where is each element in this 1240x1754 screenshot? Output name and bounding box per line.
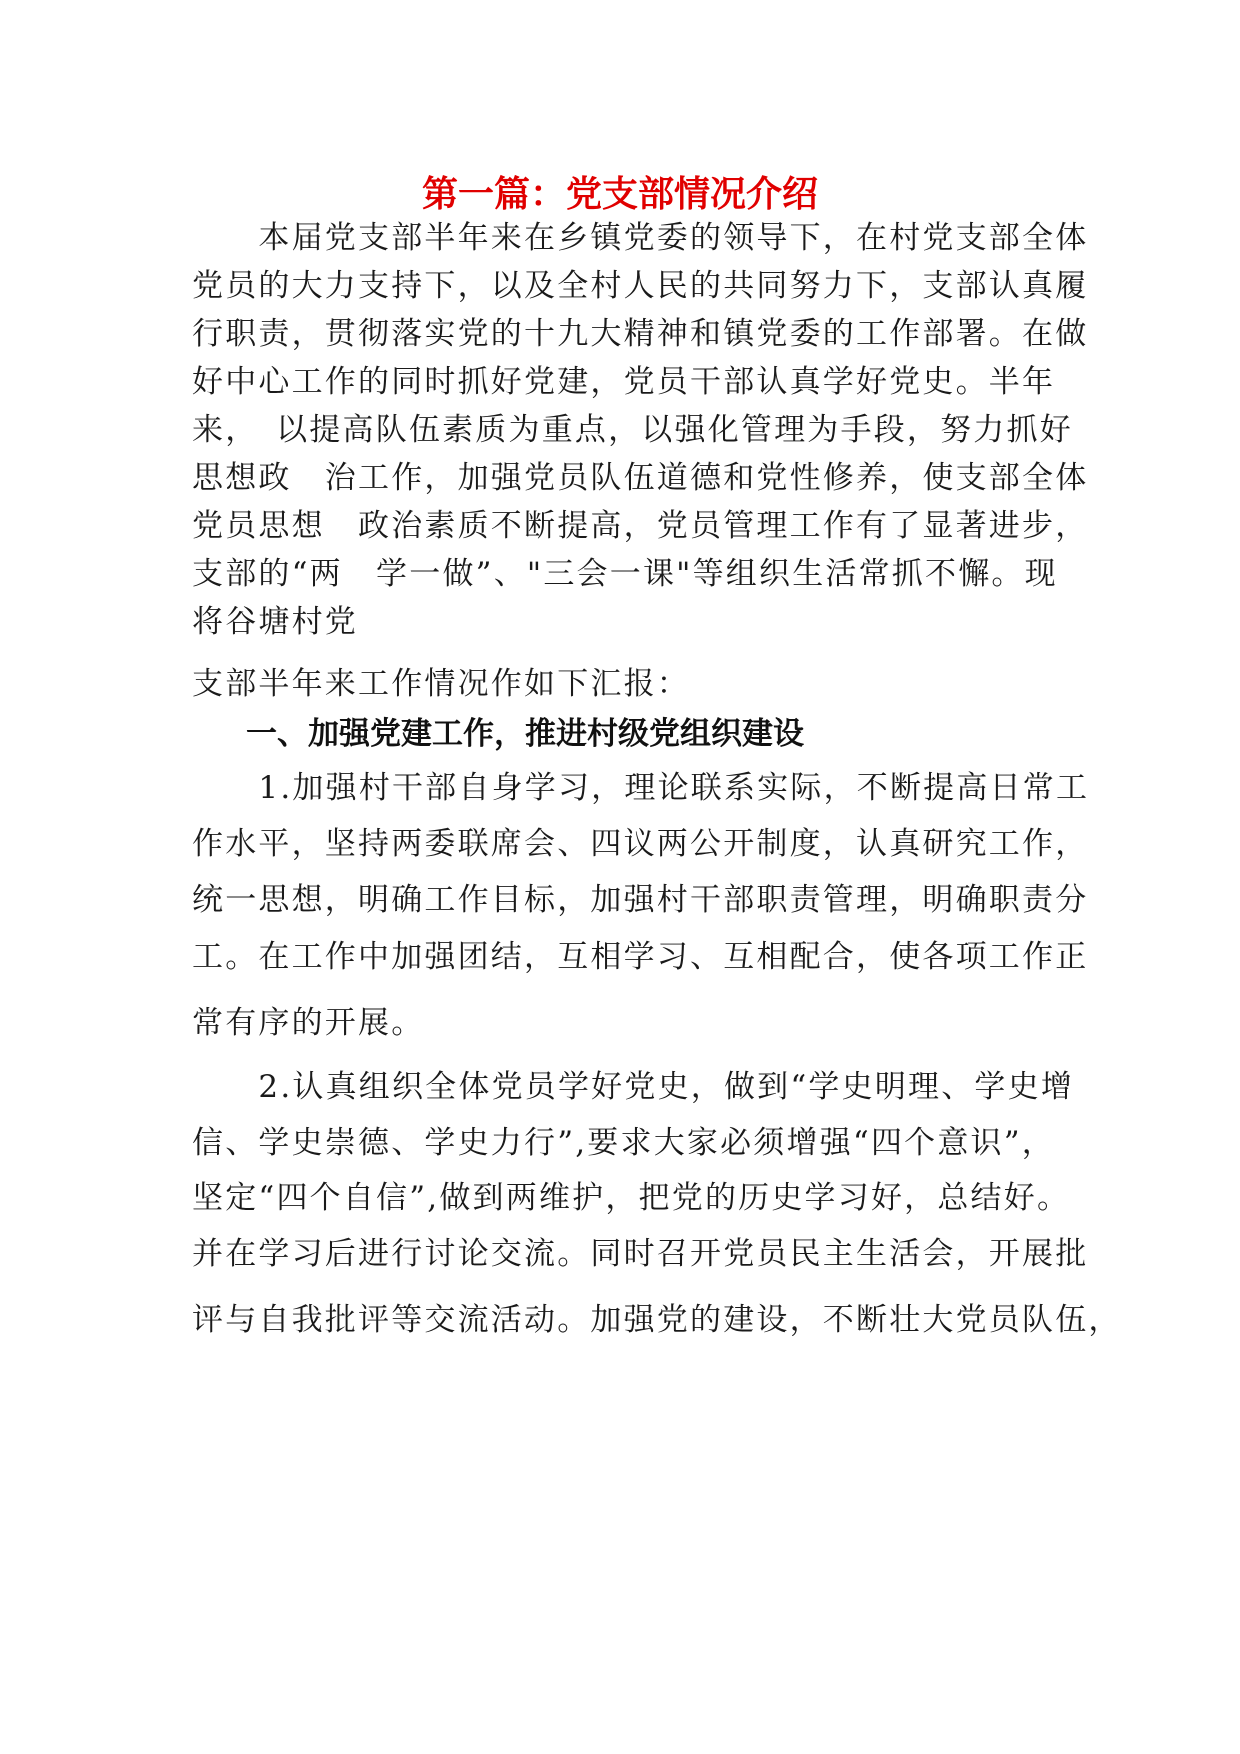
paragraph-line: 党员思想 政治素质不断提高，党员管理工作有了显著进步， [192,508,1089,544]
paragraph-line: 将谷塘村党 [192,604,358,640]
paragraph-line: 评与自我批评等交流活动。加强党的建设，不断壮大党员队伍， [192,1302,1122,1338]
paragraph-line: 信、学史崇德、学史力行”,要求大家必须增强“四个意识”， [192,1125,1055,1161]
paragraph-line: 并在学习后进行讨论交流。同时召开党员民主生活会，开展批 [192,1236,1089,1272]
paragraph-line: 2.认真组织全体党员学好党史，做到“学史明理、学史增 [192,1069,1075,1105]
paragraph-line: 党员的大力支持下，以及全村人民的共同努力下，支部认真履 [192,268,1089,304]
paragraph-line: 统一思想，明确工作目标，加强村干部职责管理，明确职责分 [192,882,1089,918]
paragraph-line: 工。在工作中加强团结，互相学习、互相配合，使各项工作正 [192,939,1089,975]
paragraph-line: 好中心工作的同时抓好党建，党员干部认真学好党史。半年 [192,364,1056,400]
paragraph-line: 本届党支部半年来在乡镇党委的领导下，在村党支部全体 [192,220,1089,256]
paragraph-line: 支部的“两 学一做”、"三会一课"等组织生活常抓不懈。现 [192,556,1058,592]
section-heading: 一、加强党建工作，推进村级党组织建设 [246,716,804,752]
document-title: 第一篇：党支部情况介绍 [421,174,818,215]
paragraph-line: 1.加强村干部自身学习，理论联系实际，不断提高日常工 [192,770,1090,806]
paragraph-line: 思想政 治工作，加强党员队伍道德和党性修养，使支部全体 [192,460,1089,496]
paragraph-line: 坚定“四个自信”,做到两维护，把党的历史学习好，总结好。 [192,1180,1071,1216]
paragraph-line: 支部半年来工作情况作如下汇报： [192,666,690,702]
paragraph-line: 行职责，贯彻落实党的十九大精神和镇党委的工作部署。在做 [192,316,1089,352]
paragraph-line: 作水平，坚持两委联席会、四议两公开制度，认真研究工作， [192,826,1089,862]
paragraph-line: 来， 以提高队伍素质为重点，以强化管理为手段，努力抓好 [192,412,1073,448]
paragraph-line: 常有序的开展。 [192,1005,425,1041]
